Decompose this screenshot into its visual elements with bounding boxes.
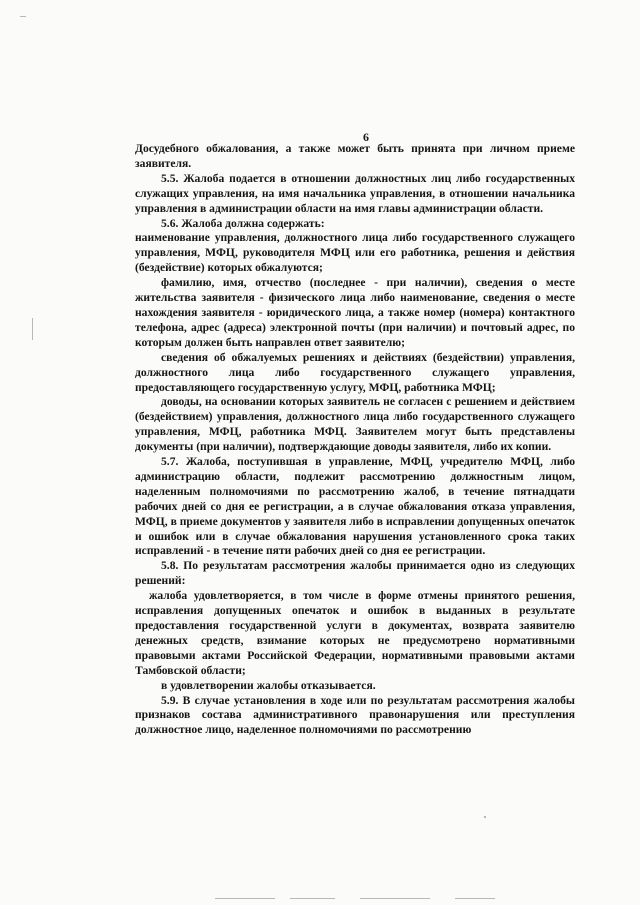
scan-mark — [290, 898, 335, 899]
paragraph-decision-refuse: в удовлетворении жалобы отказывается. — [161, 678, 376, 692]
paragraph-item-name: наименование управления, должностного лица либо государственного служащего управления, МФЦ, руководителя МФЦ или его работника, решения и действия (бездействие) которых обжалуются; — [135, 231, 575, 275]
document-body — [135, 142, 575, 738]
scan-mark — [455, 898, 495, 899]
paragraph-item-arguments: доводы, на основании которых заявитель не согласен с решением и действием (бездействием) управления, должностного лица либо государственного служащего управления, МФЦ, работника МФЦ. Заявителем могут быть представлены документы (при наличии), подтверждающие доводы заявителя, либо их копии. — [135, 395, 575, 454]
paragraph-item-fio: фамилию, имя, отчество (последнее - при наличии), сведения о месте жительства заявителя - физического лица либо наименование, сведения о месте нахождения заявителя - юридического лица, а также номер (номера) контактного телефона, адрес (адреса) электронной почты (при наличии) и почтовый адрес, по которым должен быть направлен ответ заявителю; — [135, 276, 575, 349]
paragraph-5-9: 5.9. В случае установления в ходе или по результатам рассмотрения жалобы признаков состава административного правонарушения или преступления должностное лицо, наделенное полномочиями по рассмотрению — [135, 693, 575, 737]
paragraph-5-5: 5.5. Жалоба подается в отношении должностных лиц либо государственных служащих управления, на имя начальника управления, в отношении начальника управления в администрации области на имя главы администрации области. — [135, 171, 575, 215]
scan-mark — [20, 16, 26, 17]
scan-mark — [215, 898, 275, 899]
scan-mark — [484, 816, 486, 818]
paragraph-5-6: 5.6. Жалоба должна содержать: — [161, 216, 325, 230]
scan-mark — [32, 318, 33, 340]
paragraph-item-decisions: сведения об обжалуемых решениях и действиях (бездействии) управления, должностного лица либо государственного служащего управления, предоставляющего государственную услугу, МФЦ, работника МФЦ; — [135, 350, 575, 394]
paragraph-decision-satisfy: жалоба удовлетворяется, в том числе в форме отмены принятого решения, исправления допущенных опечаток и ошибок в выданных в результате предоставления государственной услуги в документах, возврата заявителю денежных средств, взимание которых не предусмотрено нормативными правовыми актами Российской Федерации, нормативными правовыми актами Тамбовской области; — [135, 589, 575, 677]
scan-mark — [360, 898, 430, 899]
paragraph-5-7: 5.7. Жалоба, поступившая в управление, МФЦ, учредителю МФЦ, либо администрацию области, подлежит рассмотрению должностным лицом, наделенным полномочиями по рассмотрению жалоб, в течение пятнадцати рабочих дней со дня ее регистрации, а в случае обжалования отказа управления, МФЦ, в приеме документов у заявителя либо в исправлении допущенных опечаток и ошибок или в случае обжалования нарушения установленного срока таких исправлений - в течение пяти рабочих дней со дня ее регистрации. — [135, 455, 575, 558]
paragraph-5-8: 5.8. По результатам рассмотрения жалобы принимается одно из следующих решений: — [135, 559, 575, 588]
page-number: 6 — [363, 130, 369, 144]
paragraph-continuation: Досудебного обжалования, а также может быть принята при личном приеме заявителя. — [135, 142, 575, 170]
